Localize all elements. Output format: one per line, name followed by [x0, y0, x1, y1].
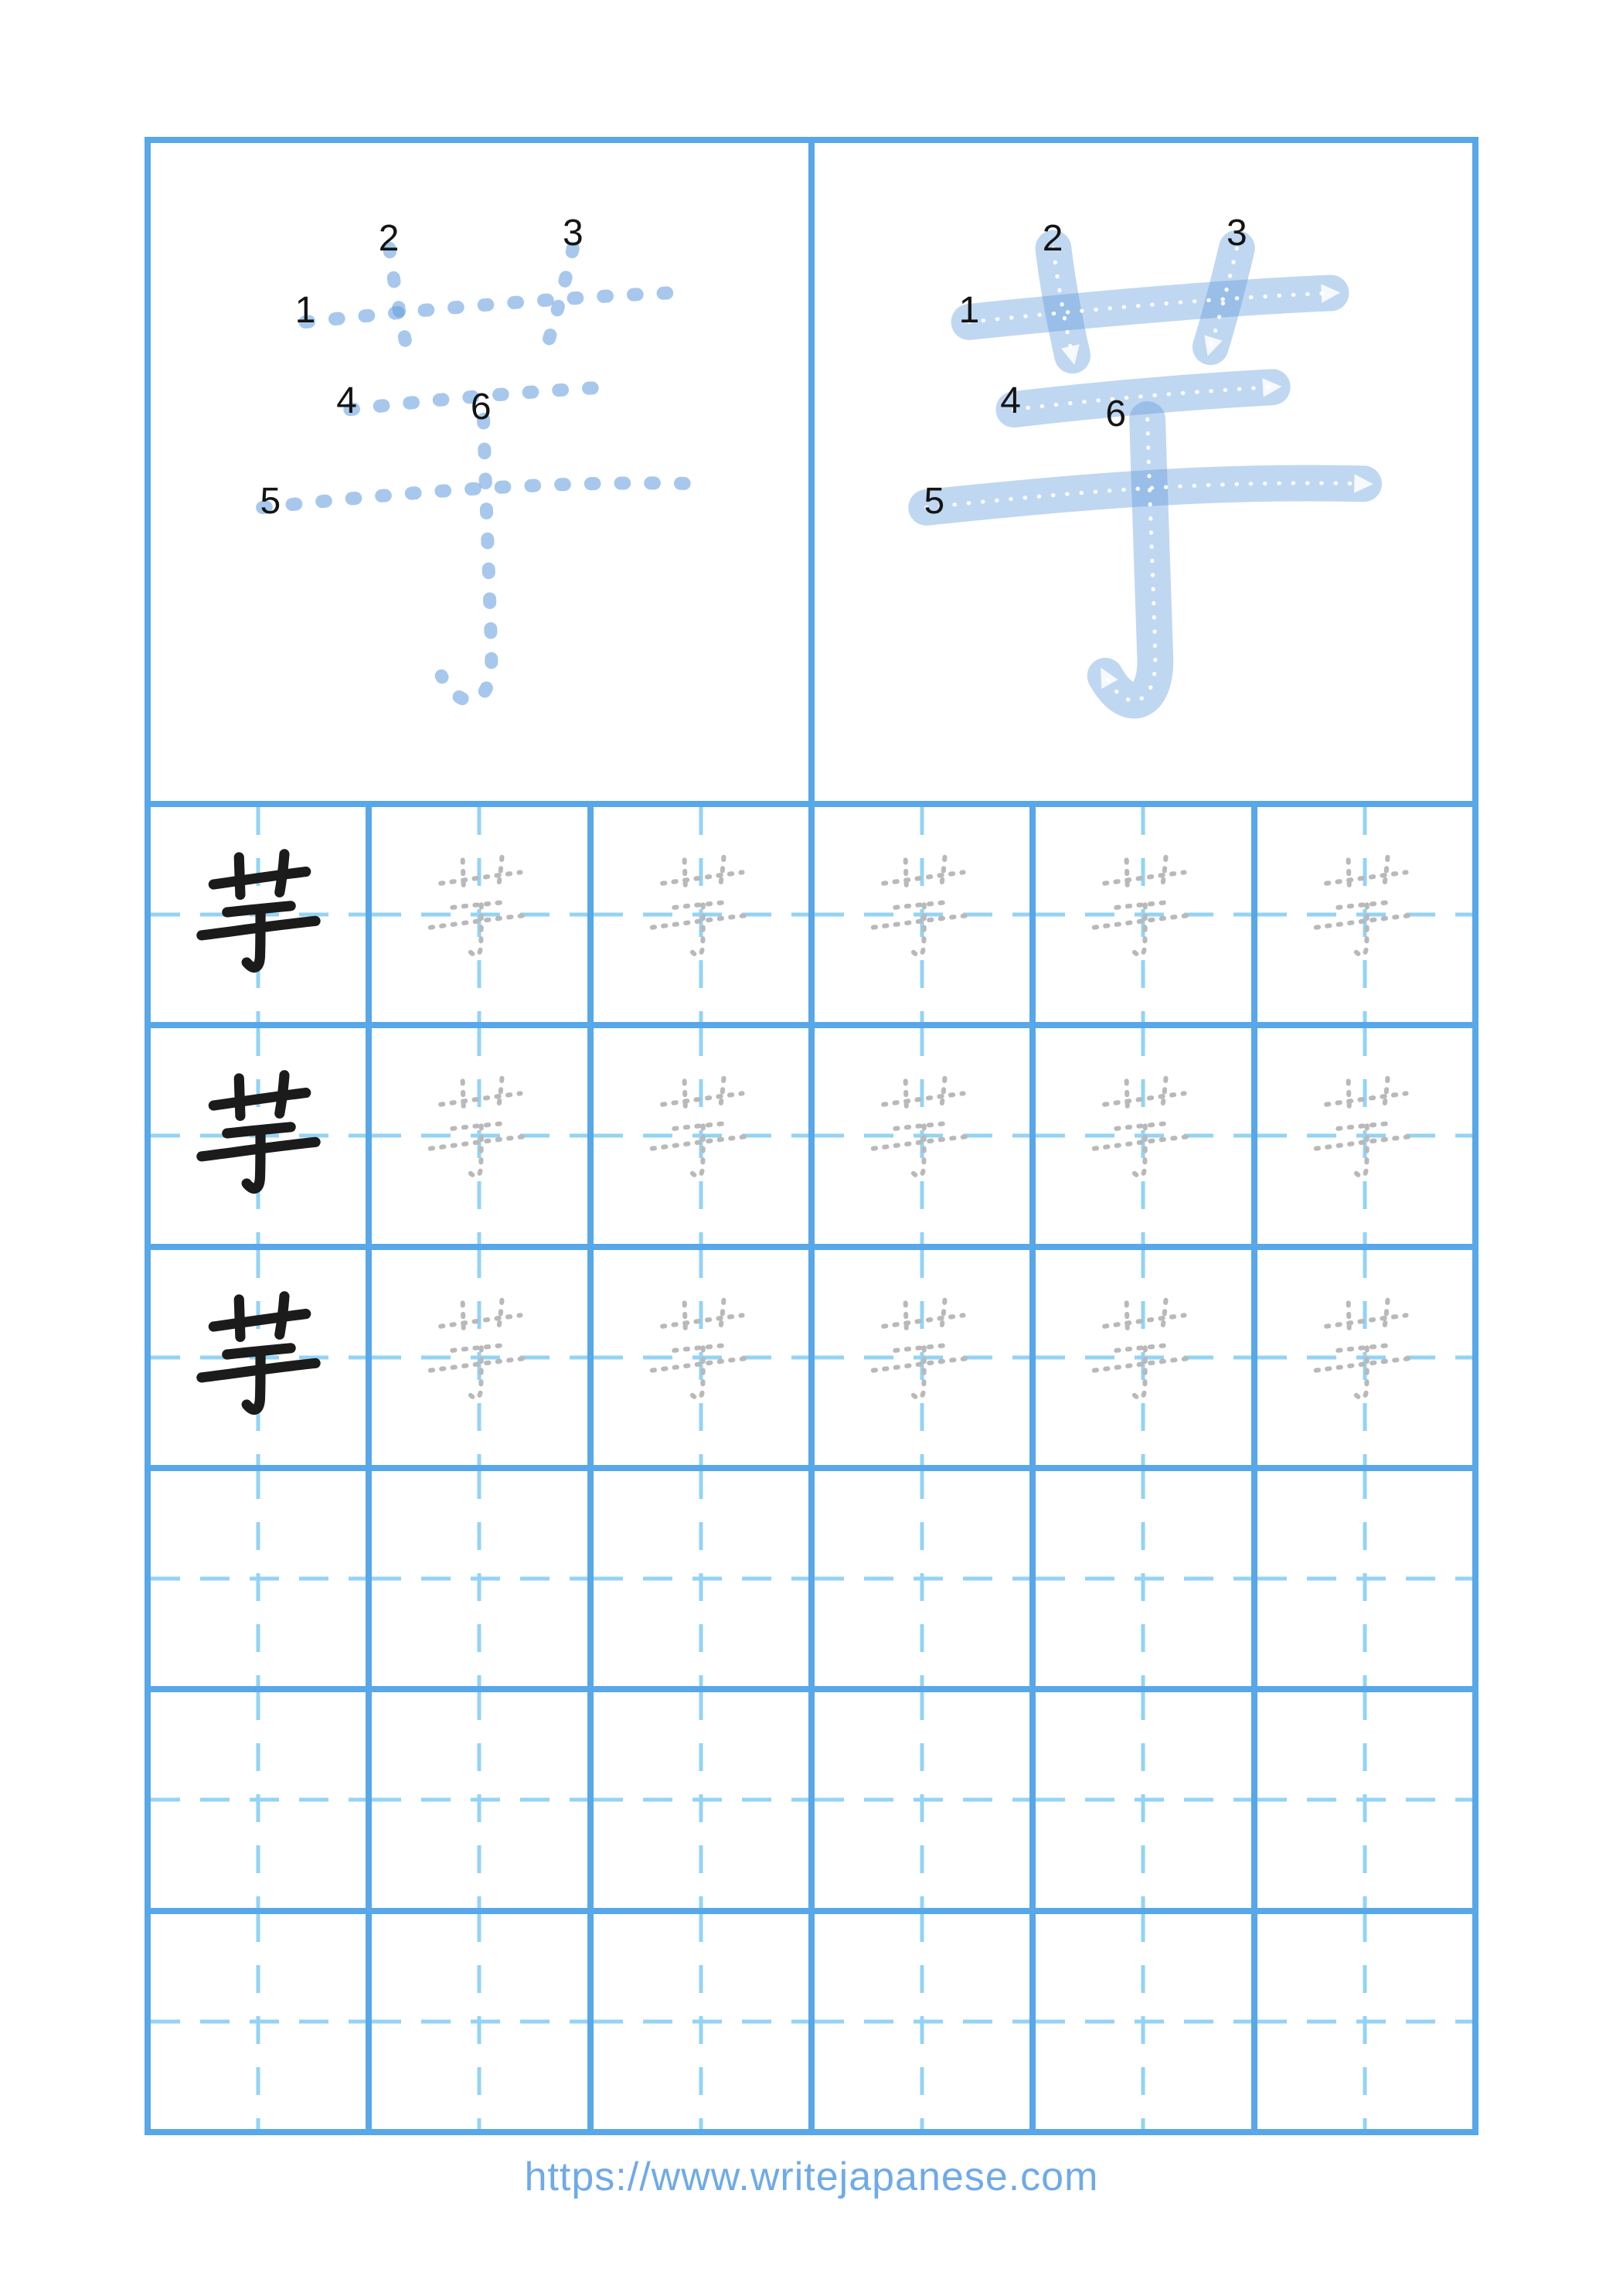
practice-cell-empty: [815, 1471, 1029, 1686]
center-guide-vertical: [257, 1914, 260, 2129]
stroke-number-1: 1: [294, 290, 316, 331]
center-guide-vertical: [920, 1692, 924, 1907]
center-guide-vertical: [478, 1692, 481, 1907]
practice-cell-trace: [1036, 1250, 1250, 1465]
stroke-number-3: 3: [562, 213, 584, 254]
kanji-stroke-order-dashed-svg: [151, 143, 808, 801]
kanji-trace-gray: [1074, 1280, 1212, 1418]
center-guide-vertical: [257, 1692, 260, 1907]
practice-cell-example: [151, 807, 366, 1022]
kanji-trace-gray: [853, 1058, 991, 1196]
center-guide-vertical: [920, 1914, 924, 2129]
kanji-example-black: [179, 1052, 338, 1211]
kanji-trace-gray: [632, 1058, 770, 1196]
practice-cell-trace: [372, 807, 587, 1022]
practice-cell-trace: [815, 1028, 1029, 1243]
kanji-trace-gray: [410, 1280, 548, 1418]
stroke-number-4: 4: [336, 380, 357, 421]
stroke-number-5: 5: [924, 480, 945, 522]
center-guide-vertical: [1142, 1471, 1145, 1686]
practice-cell-empty: [594, 1692, 808, 1907]
practice-cell-trace: [1036, 1028, 1250, 1243]
center-guide-vertical: [1142, 1914, 1145, 2129]
center-guide-vertical: [1142, 1692, 1145, 1907]
practice-cell-trace: [815, 807, 1029, 1022]
stroke-number-6: 6: [470, 387, 492, 428]
practice-cell-empty: [1257, 1471, 1472, 1686]
kanji-trace-gray: [1074, 1058, 1212, 1196]
practice-cell-empty: [1257, 1692, 1472, 1907]
stroke-order-diagram-box: [151, 143, 808, 801]
kanji-trace-gray: [853, 1280, 991, 1418]
center-guide-vertical: [1363, 1692, 1366, 1907]
practice-cell-empty: [372, 1692, 587, 1907]
center-guide-vertical: [257, 1471, 260, 1686]
practice-cell-empty: [1036, 1692, 1250, 1907]
practice-cell-trace: [372, 1250, 587, 1465]
center-guide-vertical: [478, 1471, 481, 1686]
practice-cell-empty: [815, 1692, 1029, 1907]
center-guide-vertical: [1363, 1471, 1366, 1686]
stroke-number-2: 2: [1042, 218, 1063, 260]
kanji-trace-gray: [1296, 1280, 1434, 1418]
practice-cell-empty: [815, 1914, 1029, 2129]
stroke-number-6: 6: [1105, 393, 1127, 434]
center-guide-vertical: [1363, 1914, 1366, 2129]
practice-cell-empty: [151, 1692, 366, 1907]
practice-cell-empty: [1257, 1914, 1472, 2129]
kanji-trace-gray: [1296, 837, 1434, 975]
practice-cell-trace: [815, 1250, 1029, 1465]
practice-cell-empty: [594, 1471, 808, 1686]
kanji-traced-example-svg: [815, 143, 1472, 801]
footer: [0, 2154, 1623, 2200]
practice-cell-empty: [151, 1914, 366, 2129]
stroke-number-1: 1: [958, 290, 980, 331]
kanji-example-black: [179, 1273, 338, 1432]
stroke-number-4: 4: [1000, 380, 1021, 421]
stroke-number-3: 3: [1226, 213, 1247, 254]
kanji-trace-gray: [1074, 837, 1212, 975]
practice-cell-empty: [1036, 1471, 1250, 1686]
kanji-trace-gray: [632, 1280, 770, 1418]
practice-cell-example: [151, 1028, 366, 1243]
kanji-trace-gray: [410, 1058, 548, 1196]
practice-cell-trace: [1257, 1250, 1472, 1465]
practice-cell-empty: [372, 1471, 587, 1686]
practice-cell-example: [151, 1250, 366, 1465]
center-guide-vertical: [699, 1471, 703, 1686]
practice-cell-empty: [151, 1471, 366, 1686]
practice-cell-trace: [594, 1028, 808, 1243]
worksheet-table: [145, 137, 1478, 2135]
practice-cell-empty: [372, 1914, 587, 2129]
practice-cell-trace: [1257, 1028, 1472, 1243]
kanji-trace-gray: [632, 837, 770, 975]
practice-cell-trace: [372, 1028, 587, 1243]
kanji-traced-example-box: [815, 143, 1472, 801]
kanji-trace-gray: [1296, 1058, 1434, 1196]
stroke-number-2: 2: [378, 218, 400, 260]
stroke-number-5: 5: [260, 480, 281, 522]
footer-url-link[interactable]: https://www.writejapanese.com: [524, 2155, 1099, 2199]
practice-cell-trace: [1257, 807, 1472, 1022]
center-guide-vertical: [699, 1692, 703, 1907]
practice-cell-trace: [1036, 807, 1250, 1022]
practice-cell-trace: [594, 1250, 808, 1465]
center-guide-vertical: [478, 1914, 481, 2129]
kanji-trace-gray: [410, 837, 548, 975]
practice-cell-empty: [1036, 1914, 1250, 2129]
kanji-trace-gray: [853, 837, 991, 975]
practice-cell-empty: [594, 1914, 808, 2129]
center-guide-vertical: [920, 1471, 924, 1686]
center-guide-vertical: [699, 1914, 703, 2129]
practice-cell-trace: [594, 807, 808, 1022]
kanji-example-black: [179, 831, 338, 990]
